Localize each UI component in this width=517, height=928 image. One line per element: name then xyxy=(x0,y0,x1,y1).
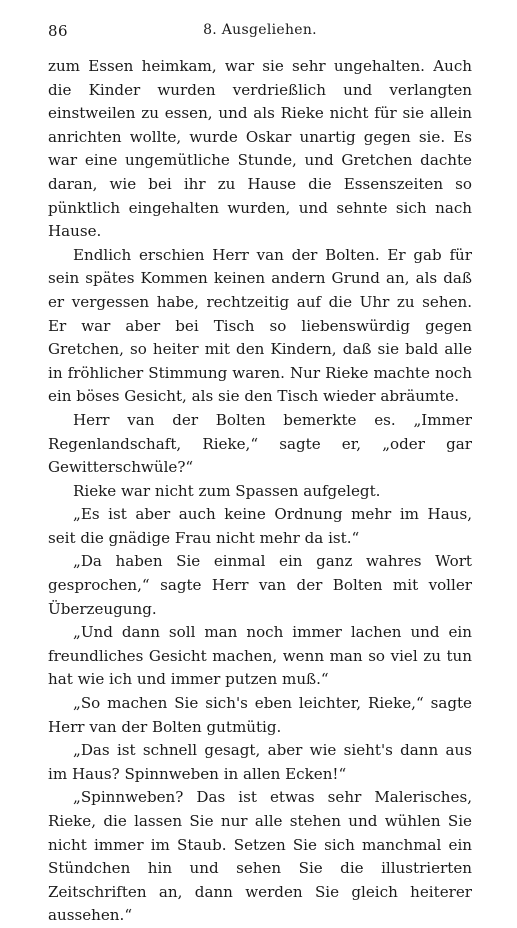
paragraph: Herr van der Bolten bemerkte es. „Immer Regenlandschaft, Rieke,“ sagte er, „oder gar Gewitterschwüle?“ xyxy=(48,410,472,477)
paragraph: Rieke war nicht zum Spassen aufgelegt. xyxy=(73,481,381,500)
paragraph: „Da haben Sie einmal ein ganz wahres Wort gesprochen,“ sagte Herr van der Bolten mit voller Überzeugung. xyxy=(48,552,472,618)
book-page xyxy=(48,22,472,928)
paragraph: „Es ist aber auch keine Ordnung mehr im Haus, seit die gnädige Frau nicht mehr da ist.“ xyxy=(48,505,472,547)
running-head: 8. Ausgeliehen. xyxy=(203,22,317,38)
paragraph: „Und dann soll man noch immer lachen und ein freundliches Gesicht machen, wenn man so viel zu tun hat wie ich und immer putzen muß.“ xyxy=(48,623,472,689)
page-header xyxy=(48,22,472,44)
paragraph: „Spinnweben? Das ist etwas sehr Malerisches, Rieke, die lassen Sie nur alle stehen und wühlen Sie nicht immer im Staub. Setzen Sie sich manchmal ein Stündchen hin und sehen Sie die illustrierten Zeitschriften an, dann werden Sie gleich heiterer aussehen.“ xyxy=(48,788,472,925)
paragraph: zum Essen heimkam, war sie sehr ungehalten. Auch die Kinder wurden verdrießlich und verlangten einstweilen zu essen, und als Rieke nicht für sie allein anrichten wollte, wurde Oskar unartig gegen sie. Es war eine ungemütliche Stunde, und Gretchen dachte daran, wie bei ihr zu Hause die Essenszeiten so pünktlich eingehalten wurden, und sehnte sich nach Hause. xyxy=(48,57,472,241)
page-number: 86 xyxy=(48,22,69,40)
paragraph: „Das ist schnell gesagt, aber wie sieht's dann aus im Haus? Spinnweben in allen Ecken!“ xyxy=(48,741,472,783)
paragraph: „So machen Sie sich's eben leichter, Rieke,“ sagte Herr van der Bolten gutmütig. xyxy=(48,694,472,736)
paragraph: Endlich erschien Herr van der Bolten. Er gab für sein spätes Kommen keinen andern Grund an, als daß er vergessen habe, rechtzeitig auf die Uhr zu sehen. Er war aber bei Tisch so liebenswürdig gegen Gretchen, so heiter mit den Kindern, daß sie bald alle in fröhlicher Stimmung waren. Nur Rieke machte noch ein böses Gesicht, als sie den Tisch wieder abräumte. xyxy=(48,245,472,406)
body-text xyxy=(48,55,472,928)
